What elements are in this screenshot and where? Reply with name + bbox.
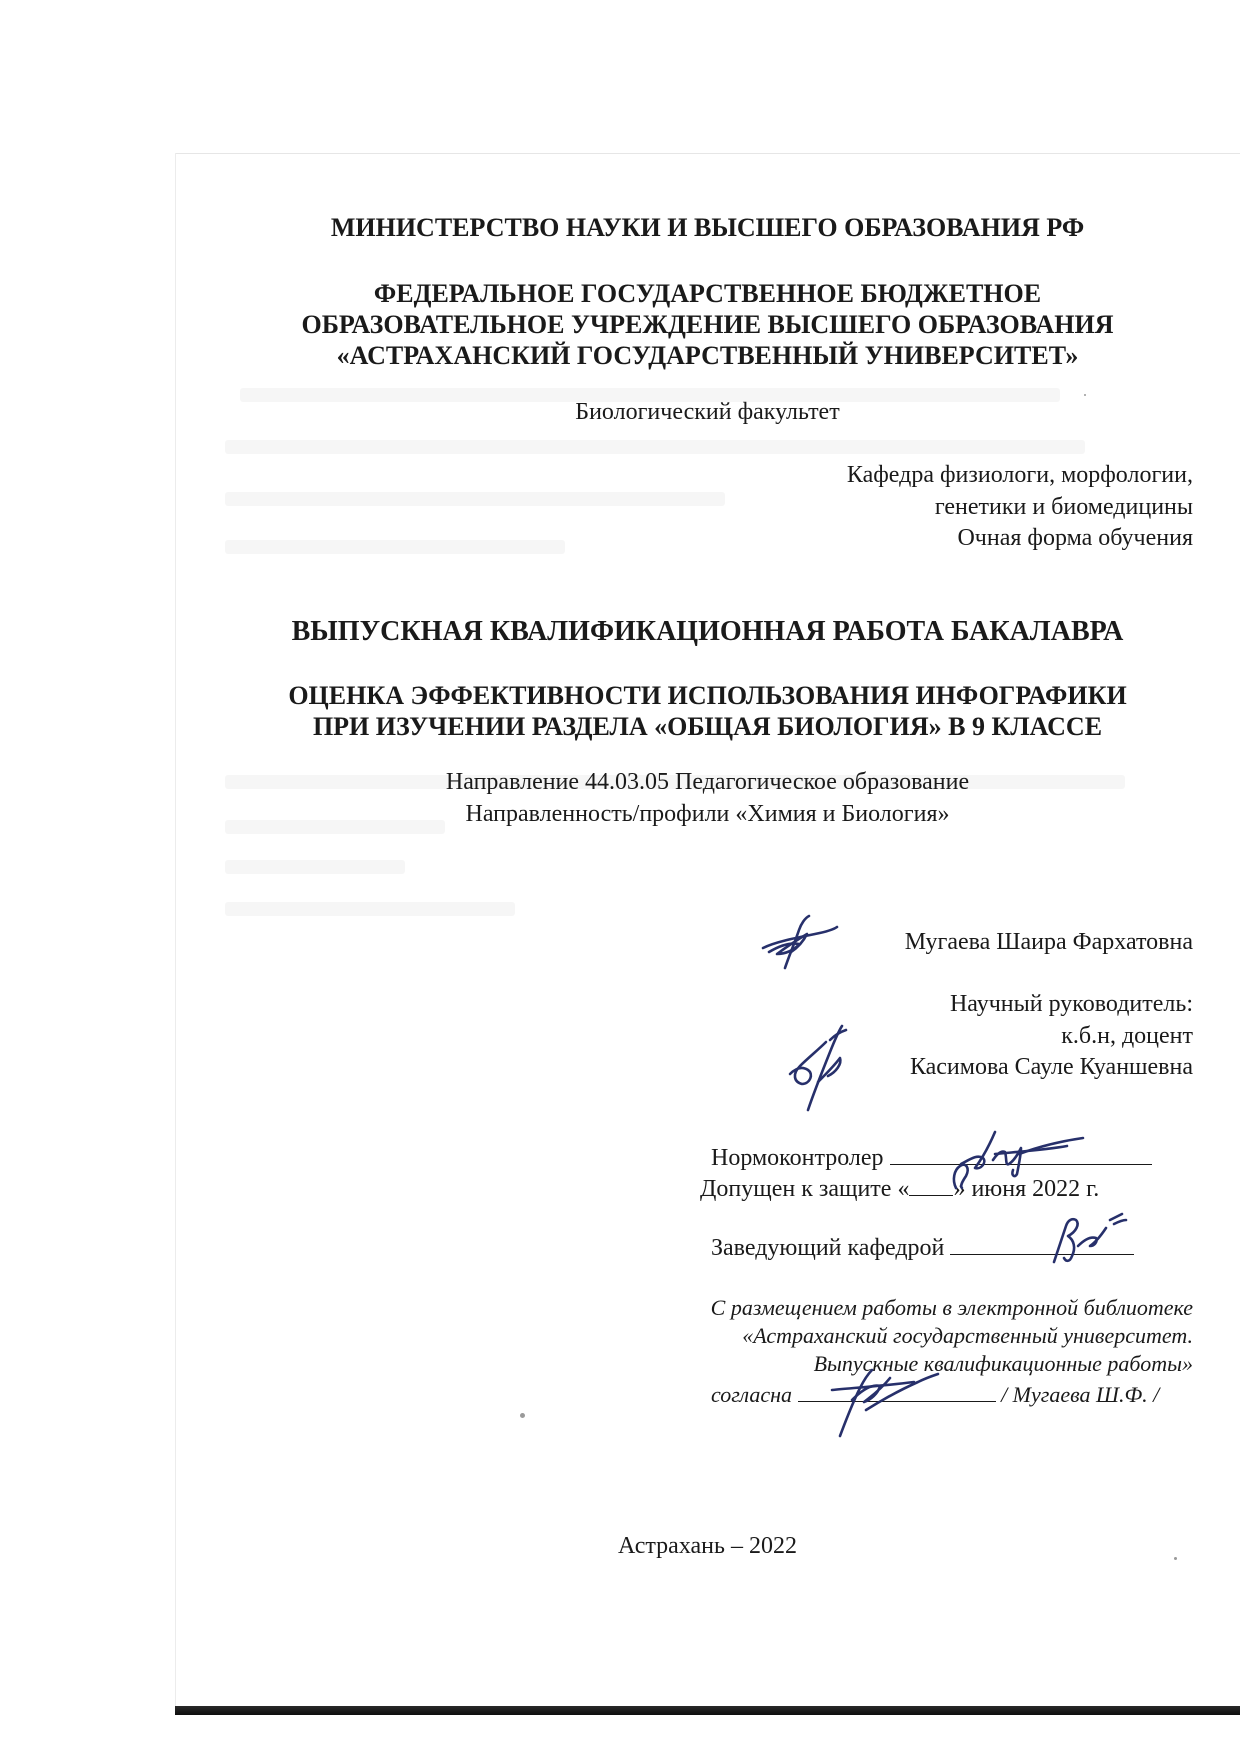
ministry-line: МИНИСТЕРСТВО НАУКИ И ВЫСШЕГО ОБРАЗОВАНИЯ РФ [330,213,1085,242]
library-consent-prefix: согласна [711,1382,793,1407]
bleed-through [225,440,1085,454]
scan-speck [1084,394,1086,396]
supervisor-degree: к.б.н, доцент [1061,1023,1193,1049]
work-title-line-1: ОЦЕНКА ЭФФЕКТИВНОСТИ ИСПОЛЬЗОВАНИЯ ИНФОГРАФИКИ [288,681,1127,710]
head-of-department-label: Заведующий кафедрой [711,1235,945,1261]
scan-edge-bottom [175,1706,1240,1715]
library-consent-suffix: / Мугаева Ш.Ф. / [1001,1382,1160,1407]
scan-speck [1174,1557,1177,1560]
direction-line: Направление 44.03.05 Педагогическое образование [445,769,970,795]
admission-suffix: » июня 2022 г. [953,1176,1100,1202]
bleed-through [225,860,405,874]
normcontrol-label: Нормоконтролер [711,1145,884,1171]
faculty-line: Биологический факультет [575,399,840,425]
supervisor-name: Касимова Сауле Куаншевна [909,1054,1193,1080]
library-consent-line-1: С размещением работы в электронной библиотеке [710,1295,1193,1320]
bleed-through [225,492,725,506]
supervisor-label: Научный руководитель: [949,991,1193,1017]
supervisor-signature [778,1022,858,1114]
work-title-line-2: ПРИ ИЗУЧЕНИИ РАЗДЕЛА «ОБЩАЯ БИОЛОГИЯ» В 9 КЛАССЕ [312,712,1103,741]
institution-line-3: «АСТРАХАНСКИЙ ГОСУДАРСТВЕННЫЙ УНИВЕРСИТЕТ» [336,341,1079,370]
study-form-line: Очная форма обучения [957,525,1193,551]
library-consent-line-3: Выпускные квалификационные работы» [813,1351,1193,1376]
admission-prefix: Допущен к защите « [700,1176,910,1202]
footer-city-year: Астрахань – 2022 [618,1533,797,1559]
institution-line-1: ФЕДЕРАЛЬНОЕ ГОСУДАРСТВЕННОЕ БЮДЖЕТНОЕ [373,279,1042,308]
admission-date-line [909,1173,953,1196]
library-consent-signature [822,1360,942,1440]
institution-line-2: ОБРАЗОВАТЕЛЬНОЕ УЧРЕЖДЕНИЕ ВЫСШЕГО ОБРАЗОВАНИЯ [301,310,1114,339]
work-type-heading: ВЫПУСКНАЯ КВАЛИФИКАЦИОННАЯ РАБОТА БАКАЛАВРА [291,616,1124,647]
department-line-1: Кафедра физиологи, морфологии, [846,462,1193,488]
profile-line: Направленность/профили «Химия и Биология» [465,801,950,827]
bleed-through [225,540,565,554]
scan-edge-top [175,153,1240,154]
department-line-2: генетики и биомедицины [934,494,1193,520]
admission-mark [948,1160,978,1192]
library-consent-line-2: «Астраханский государственный университет. [742,1323,1193,1348]
scan-speck [520,1413,525,1418]
admission-row [700,1173,1099,1201]
author-name: Мугаева Шаира Фархатовна [904,929,1193,955]
head-of-department-signature [1040,1210,1130,1270]
scan-edge-left [175,153,176,1708]
author-signature [755,912,840,974]
bleed-through [225,902,515,916]
